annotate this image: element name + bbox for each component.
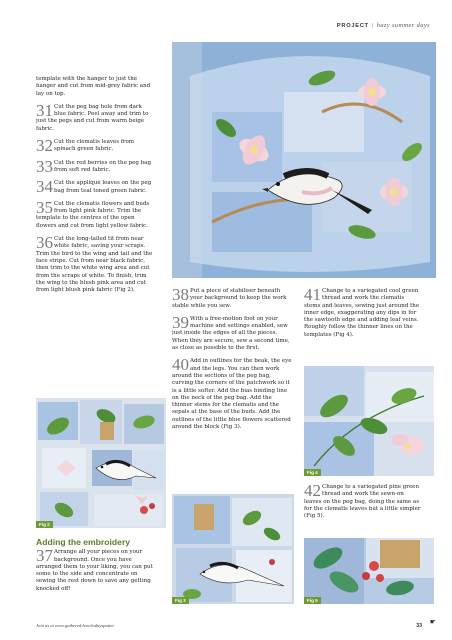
step-36 (36, 236, 154, 294)
step-42 (304, 484, 422, 520)
hero-photo (172, 42, 436, 278)
step-35 (36, 201, 154, 230)
column-3 (304, 288, 422, 345)
step-number: 34 (36, 180, 53, 195)
step-text: With a free-motion foot on your machine and settings enabled, sew just inside the edges of all the pieces. When they are secure, sew a second time, as close as possible to the first. (172, 315, 290, 352)
page-header (337, 22, 430, 29)
step-34 (36, 180, 154, 195)
header-separator: | (371, 23, 375, 29)
header-label: PROJECT (336, 23, 369, 29)
page-number: 33 (416, 623, 422, 629)
fig-4-photo (304, 366, 434, 476)
step-33 (36, 160, 154, 175)
footer-text: Join us at www.gathered.how/todayspatter (36, 623, 115, 628)
step-text: Change to a variegated cool green thread and work the clematis stems and leaves, sewing just around the inner edge, exaggerating any dips in for the sawtooth edge and adding leaf veins. Roughly follow the thinner lines on the templates (Fig 4). (304, 288, 420, 338)
fig-5-label: Fig 5 (304, 597, 321, 604)
step-text: Put a piece of stabiliser beneath your background to keep the work stable while you sew. (172, 288, 287, 309)
step-number: 31 (36, 103, 53, 120)
step-39 (172, 316, 292, 352)
fabric-pieces-illustration (36, 398, 166, 528)
step-38 (172, 288, 292, 310)
step-37 (36, 549, 154, 593)
step-text: Cut the red berries on the peg bag from soft red fabric. (54, 159, 151, 173)
fig-3-label: Fig 3 (172, 597, 189, 604)
fig-5-photo (304, 538, 434, 604)
step-text: Cut the clematis flowers and buds from light pink fabric. Trim the template to the centres of the open flowers and cut from light yellow fabric. (36, 200, 150, 229)
step-text: Cut the clematis leaves from spinach green fabric. (54, 139, 135, 153)
step-number: 42 (304, 484, 321, 500)
header-title: hazy summer days (376, 22, 430, 29)
step-41 (304, 288, 422, 339)
step-number: 35 (36, 200, 53, 217)
fig-2-photo (36, 398, 166, 528)
step-text: Change to a variegated pine green thread and work the sewn-on leaves on the peg bag, doing the same as for the clematis leaves but a little simpler (Fig 5). (304, 484, 421, 520)
intro-text: template with the hanger to just the hanger and cut from mid-grey fabric and lay on top. (36, 76, 151, 97)
clematis-stitching-illustration (304, 366, 434, 476)
step-text: Arrange all your pieces on your background. Once you have arranged them to your liking, you can put some to the side and concentrate on sewing the rest down to save any getting knocked off! (36, 549, 153, 592)
step-text: Cut the long-tailed tit from near white fabric, saving your scraps. Trim the bird to the wing and tail and the face stripe. Cut from near black fabric, then trim to the white wing area and cut from the scraps of white. To finish, trim the wing to the blush pink area and cut from light blush pink fabric (Fig 2). (36, 236, 153, 294)
fig-2-label: Fig 2 (36, 521, 53, 528)
column-1 (36, 76, 154, 300)
step-text: Cut the peg bag hole from dark blue fabric. Peel away and trim to just the pegs and cut from warm beige fabric. (36, 103, 149, 132)
step-number: 37 (36, 549, 53, 566)
quilted-peg-bag-illustration (172, 42, 436, 278)
step-text: Add in outlines for the beak, the eye and the legs. You can then work around the sections of the peg bag, curving the corners of the patchwork so it is a little softer. Add the bias binding line on the neck of the peg bag. Add the thinner stems for the clematis and the sepals at the base of the buds. Add the outlines of the little blue flowers scattered around the block (Fig 3). (172, 358, 292, 431)
step-31 (36, 104, 154, 133)
step-number: 39 (172, 315, 189, 332)
column-1-lower (36, 534, 154, 599)
step-number: 38 (172, 288, 189, 304)
step-40 (172, 358, 292, 431)
step-number: 41 (304, 288, 321, 304)
pointing-hand-icon: ☛ (429, 618, 436, 626)
fig-4-label: Fig 4 (304, 469, 321, 476)
section-heading: Adding the embroidery (36, 537, 131, 547)
column-3-lower (304, 484, 422, 526)
step-32 (36, 139, 154, 154)
step-number: 36 (36, 236, 53, 253)
peg-bag-leaves-illustration (304, 538, 434, 604)
step-number: 32 (36, 139, 53, 154)
step-number: 33 (36, 159, 53, 175)
fig-3-photo (172, 494, 294, 604)
column-2 (172, 288, 292, 437)
step-text: Cut the appliqué leaves on the peg bag from teal toned green fabric. (54, 180, 152, 194)
outline-stitching-illustration (172, 494, 294, 604)
step-number: 40 (172, 358, 189, 375)
